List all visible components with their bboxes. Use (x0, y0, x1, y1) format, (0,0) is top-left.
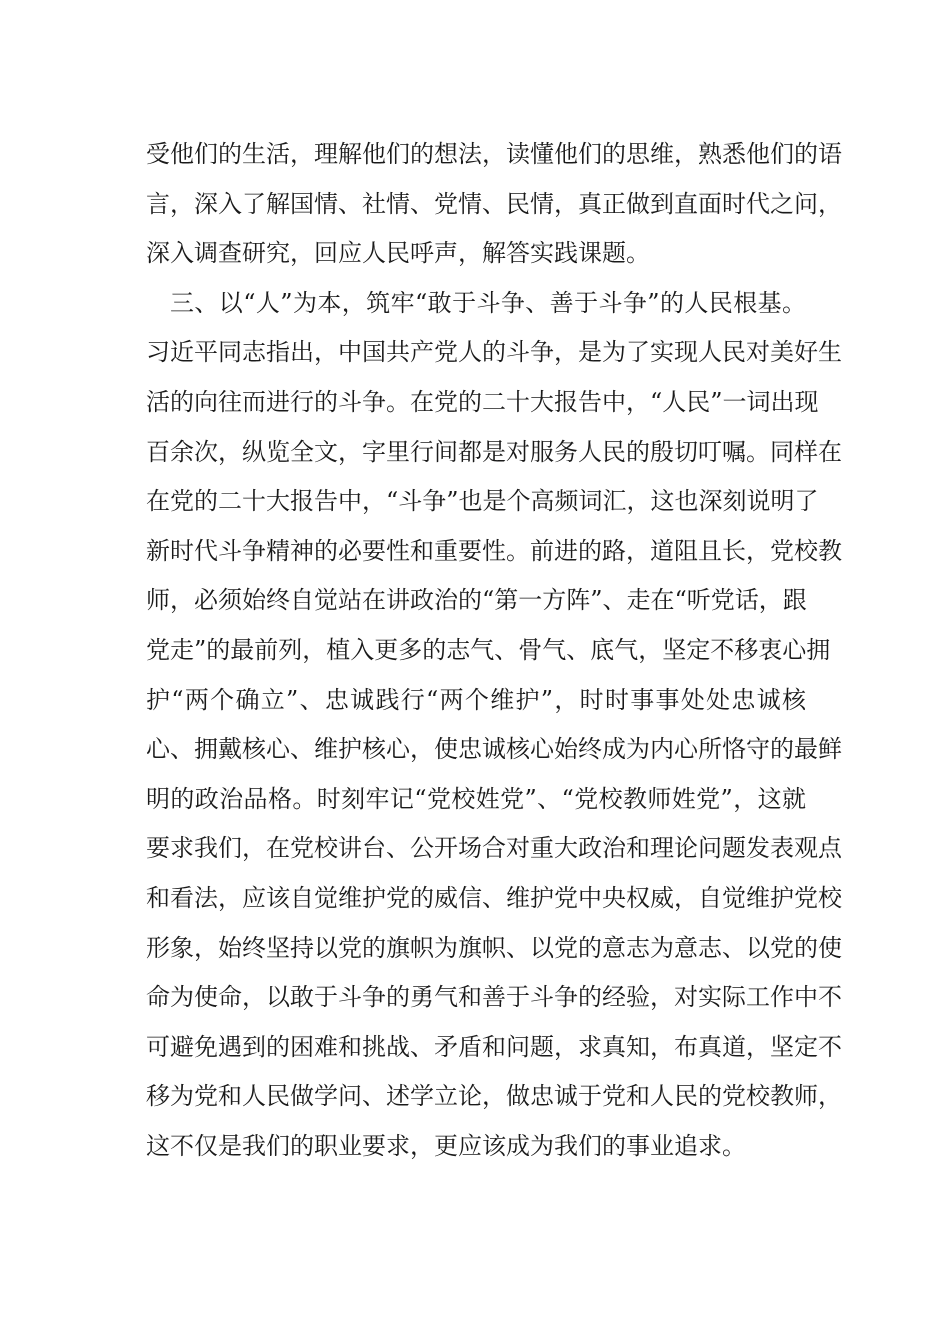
text-line: 习近平同志指出，中国共产党人的斗争，是为了实现人民对美好生 (146, 338, 842, 367)
body-text (146, 130, 842, 1171)
text-line: 明的政治品格。时刻牢记“党校姓党”、“党校教师姓党”，这就 (146, 784, 806, 813)
paragraph-heading-line: 三、以“人”为本，筑牢“敢于斗争、善于斗争”的人民根基。 (170, 288, 806, 317)
text-line: 党走”的最前列，植入更多的志气、骨气、底气，坚定不移衷心拥 (146, 635, 831, 664)
text-line: 心、拥戴核心、维护核心，使忠诚核心始终成为内心所恪守的最鲜 (146, 735, 842, 764)
text-line: 和看法，应该自觉维护党的威信、维护党中央权威，自觉维护党校 (146, 883, 842, 912)
text-line: 言，深入了解国情、社情、党情、民情，真正做到直面时代之问， (146, 189, 842, 218)
text-line: 命为使命，以敢于斗争的勇气和善于斗争的经验，对实际工作中不 (146, 983, 842, 1012)
text-line: 要求我们，在党校讲台、公开场合对重大政治和理论问题发表观点 (146, 834, 842, 863)
text-line: 在党的二十大报告中，“斗争”也是个高频词汇，这也深刻说明了 (146, 487, 819, 516)
text-line: 新时代斗争精神的必要性和重要性。前进的路，道阻且长，党校教 (146, 536, 842, 565)
text-line: 受他们的生活，理解他们的想法，读懂他们的思维，熟悉他们的语 (146, 140, 842, 168)
text-line: 可避免遇到的困难和挑战、矛盾和问题，求真知，布真道，坚定不 (146, 1032, 842, 1061)
text-line: 百余次，纵览全文，字里行间都是对服务人民的殷切叮嘱。同样在 (146, 437, 842, 466)
text-line: 师，必须始终自觉站在讲政治的“第一方阵”、走在“听党话，跟 (146, 586, 807, 615)
text-line: 形象，始终坚持以党的旗帜为旗帜、以党的意志为意志、以党的使 (146, 933, 842, 962)
text-line: 深入调查研究，回应人民呼声，解答实践课题。 (146, 239, 650, 268)
text-line: 移为党和人民做学问、述学立论，做忠诚于党和人民的党校教师， (146, 1082, 842, 1111)
text-line: 活的向往而进行的斗争。在党的二十大报告中，“人民”一词出现 (146, 387, 819, 416)
text-line: 护“两个确立”、忠诚践行“两个维护”，时时事事处处忠诚核 (146, 685, 806, 714)
text-line: 这不仅是我们的职业要求，更应该成为我们的事业追求。 (146, 1131, 746, 1160)
